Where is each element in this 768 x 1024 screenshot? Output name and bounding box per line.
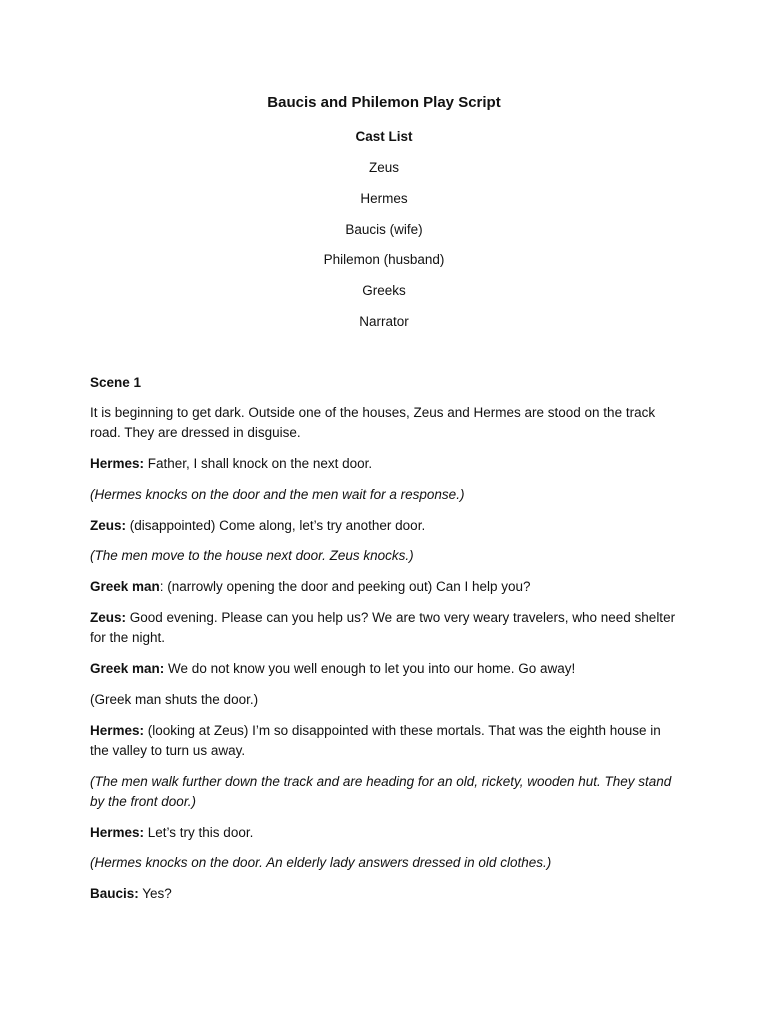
speaker-name: Zeus:	[90, 517, 127, 533]
line-text: (The men move to the house next door. Zeus knocks.)	[90, 548, 414, 564]
line-text: Father, I shall knock on the next door.	[144, 456, 373, 471]
script-paragraph	[90, 690, 682, 710]
speaker-name: Hermes:	[90, 722, 145, 738]
cast-member: Narrator	[359, 313, 409, 329]
speaker-name: Greek man	[90, 579, 160, 595]
stage-direction	[90, 546, 682, 566]
line-text: : (narrowly opening the door and peeking out) Can I help you?	[159, 579, 531, 595]
cast-member: Greeks	[362, 283, 406, 299]
line-text: (The men walk further down the track and are heading for an old, rickety, wooden hut. They stand by the front door.)	[90, 773, 672, 809]
script-paragraph	[90, 403, 682, 443]
cast-list	[0, 158, 768, 343]
line-text: Good evening. Please can you help us? We are two very weary travelers, who need shelter for the night.	[90, 609, 676, 646]
speaker-name: Hermes:	[90, 456, 145, 471]
scene-heading: Scene 1	[90, 375, 142, 390]
cast-member: Zeus	[368, 160, 399, 175]
line-text: (Hermes knocks on the door and the men wait for a response.)	[90, 486, 465, 502]
cast-member: Baucis (wife)	[345, 221, 423, 237]
play-title: Baucis and Philemon Play Script	[267, 94, 501, 111]
script-body	[90, 403, 682, 915]
speaker-name: Greek man:	[90, 660, 165, 676]
line-text: (Greek man shuts the door.)	[90, 691, 259, 707]
script-paragraph	[90, 608, 682, 648]
cast-list-heading: Cast List	[355, 129, 413, 144]
line-text: Let’s try this door.	[144, 824, 254, 840]
speaker-name: Hermes:	[90, 824, 145, 840]
speaker-name: Zeus:	[90, 609, 127, 625]
script-paragraph	[90, 823, 682, 843]
script-paragraph	[90, 884, 682, 904]
script-paragraph	[90, 516, 682, 536]
script-paragraph	[90, 659, 682, 679]
script-paragraph	[90, 721, 682, 761]
line-text: It is beginning to get dark. Outside one of the houses, Zeus and Hermes are stood on the track road. They are dressed in disguise.	[90, 405, 656, 441]
line-text: (Hermes knocks on the door. An elderly lady answers dressed in old clothes.)	[90, 855, 552, 871]
line-text: Yes?	[138, 886, 172, 902]
cast-member: Philemon (husband)	[323, 252, 445, 268]
script-paragraph	[90, 577, 682, 597]
line-text: (disappointed) Come along, let’s try another door.	[126, 517, 426, 533]
cast-member: Hermes	[360, 190, 408, 206]
stage-direction	[90, 853, 682, 873]
line-text: (looking at Zeus) I’m so disappointed with these mortals. That was the eighth house in the valley to turn us away.	[90, 722, 661, 758]
line-text: We do not know you well enough to let you into our home. Go away!	[164, 660, 576, 676]
stage-direction	[90, 772, 682, 812]
script-paragraph	[90, 454, 682, 474]
speaker-name: Baucis:	[90, 886, 139, 902]
stage-direction	[90, 485, 682, 505]
